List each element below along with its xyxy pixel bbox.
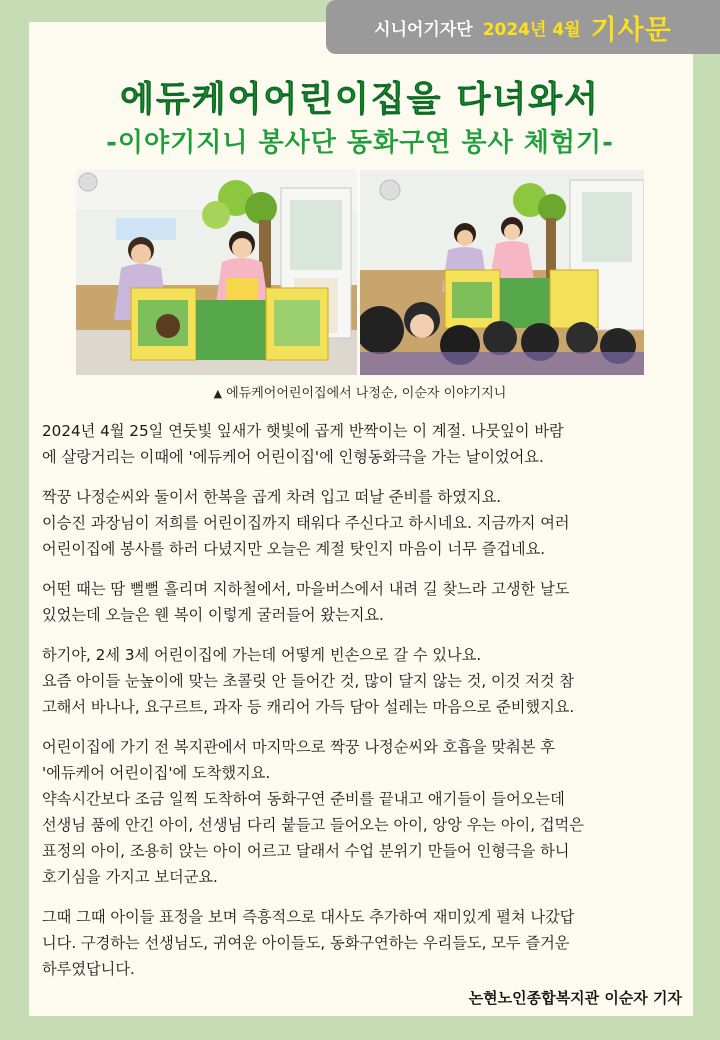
photo-storytellers [76,170,357,375]
paragraph-line: 요즘 아이들 눈높이에 맞는 초콜릿 안 들어간 것, 많이 달지 않는 것, 이것 저것 참 [42,672,575,690]
paragraph-line: 선생님 품에 안긴 아이, 선생님 다리 붙들고 들어오는 아이, 앙앙 우는 아이, 겁먹은 [42,816,584,834]
photo-storytellers-image [76,170,357,375]
paragraph-1 [42,418,682,470]
paragraph-line: 어떤 때는 땀 뻘뻘 흘리며 지하철에서, 마을버스에서 내려 길 찾느라 고생한 날도 [42,580,570,598]
article-subtitle: -이야기지니 봉사단 동화구연 봉사 체험기- [106,128,614,158]
paragraph-line: 호기심을 가지고 보더군요. [42,868,218,886]
paragraph-line: 있었는데 오늘은 웬 복이 이렇게 굴러들어 왔는지요. [42,606,384,624]
paragraph-line: 2024년 4월 25일 연둣빛 잎새가 햇빛에 곱게 반짝이는 이 계절. 나뭇잎이 바람 [42,422,564,440]
paragraph-line: 하기야, 2세 3세 어린이집에 가는데 어떻게 빈손으로 갈 수 있나요. [42,646,482,664]
paragraph-3 [42,576,682,628]
paragraph-line: '에듀케어 어린이집'에 도착했지요. [42,764,271,782]
article-title: 에듀케어어린이집을 다녀와서 [120,80,600,120]
paragraph-line: 니다. 구경하는 선생님도, 귀여운 아이들도, 동화구연하는 우리들도, 모두 즐거운 [42,934,570,952]
paragraph-2 [42,484,682,562]
article-byline: 논현노인종합복지관 이순자 기자 [468,989,682,1007]
photo-children-audience [360,170,644,375]
paragraph-line: 하루였답니다. [42,960,135,978]
triangle-up-icon: ▲ [213,387,223,400]
paragraph-line: 이승진 과장님이 저희를 어린이집까지 태워다 주신다고 하시네요. 지금까지 여러 [42,514,570,532]
paragraph-line: 에 살랑거리는 이때에 '에듀케어 어린이집'에 인형동화극을 가는 날이었어요. [42,448,544,466]
paragraph-line: 그때 그때 아이들 표정을 보며 즉흥적으로 대사도 추가하여 재미있게 펼쳐 나갔답 [42,908,575,926]
photo-caption-text: 에듀케어어린이집에서 나정순, 이순자 이야기지니 [226,386,507,401]
header-kind: 기사문 [590,14,672,46]
header-series: 시니어기자단 [374,19,473,40]
header-issue: 2024년 4월 [482,19,581,40]
paragraph-6 [42,904,682,982]
paragraph-line: 약속시간보다 조금 일찍 도착하여 동화구연 준비를 끝내고 애기들이 들어오는데 [42,790,565,808]
paragraph-line: 고해서 바나나, 요구르트, 과자 등 캐리어 가득 담아 설레는 마음으로 준비했지요. [42,698,575,716]
paragraph-5 [42,734,682,890]
photo-children-audience-image [360,170,644,375]
article-body [42,418,682,996]
paragraph-line: 어린이집에 가기 전 복지관에서 마지막으로 짝꿍 나정순씨와 호흡을 맞춰본 후 [42,738,555,756]
header-tab [326,0,720,54]
photo-caption [0,382,720,401]
paragraph-line: 짝꿍 나정순씨와 둘이서 한복을 곱게 차려 입고 떠날 준비를 하였지요. [42,488,502,506]
paragraph-4 [42,642,682,720]
paragraph-line: 어린이집에 봉사를 하러 다녔지만 오늘은 계절 탓인지 마음이 너무 즐겁네요. [42,540,546,558]
paragraph-line: 표정의 아이, 조용히 앉는 아이 어르고 달래서 수업 분위기 만들어 인형극을 하니 [42,842,570,860]
